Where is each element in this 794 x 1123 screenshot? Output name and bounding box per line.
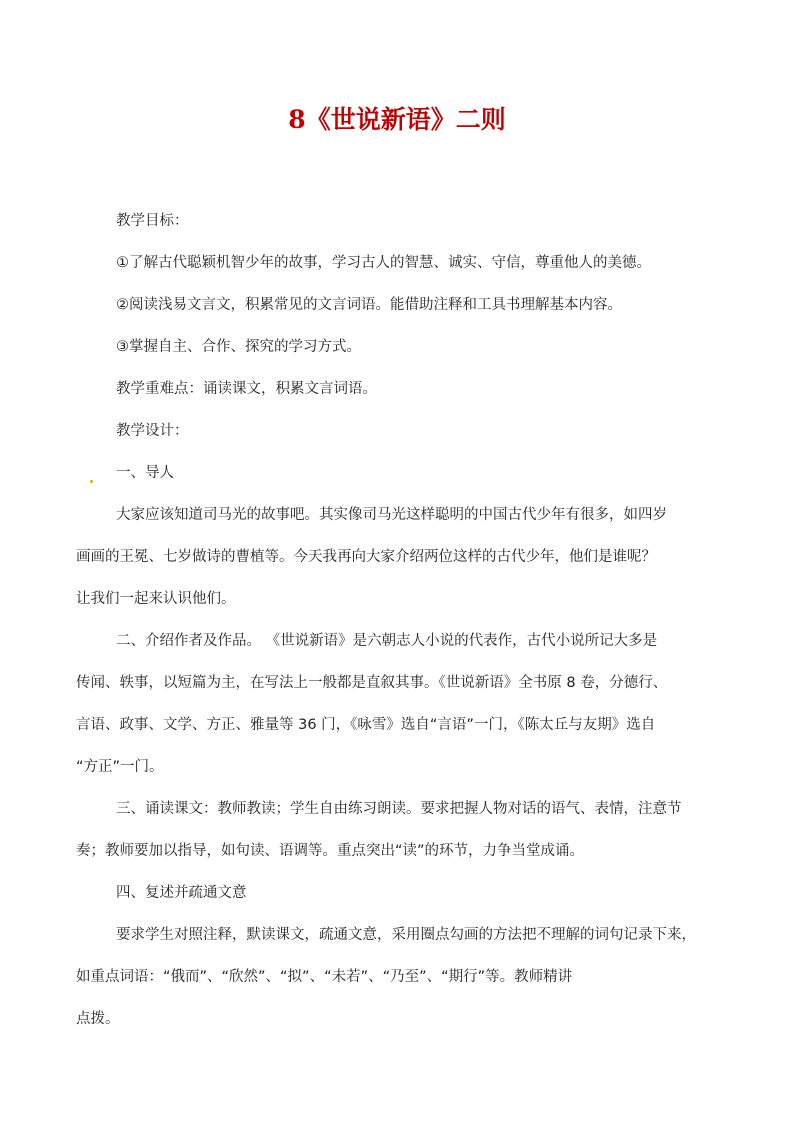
section-heading: 一、导人 [116, 465, 174, 481]
paragraph-line: 如重点词语：“俄而”、“欣然”、“拟”、“未若”、“乃至”、“期行”等。教师精讲 [76, 969, 573, 985]
section-heading: 四、复述并疏通文意 [116, 885, 247, 901]
paragraph-line: “方正”一门。 [76, 759, 164, 775]
objective-item: ③掌握自主、合作、探究的学习方式。 [116, 339, 361, 355]
document-title: 8《世说新语》二则 [288, 105, 506, 134]
paragraph-line: 点拨。 [76, 1011, 120, 1027]
objective-item: ①了解古代聪颖机智少年的故事，学习古人的智慧、诚实、守信，尊重他人的美德。 [116, 255, 651, 271]
paragraph-line: 言语、政事、文学、方正、雅量等 36 门，《咏雪》选自“言语”一门，《陈太丘与友期》选自 [76, 717, 656, 733]
objective-item: ②阅读浅易文言文，积累常见的文言词语。能借助注释和工具书理解基本内容。 [116, 297, 622, 313]
section-heading: 教学目标： [116, 213, 189, 229]
paragraph-line: 传闻、轶事，以短篇为主，在写法上一般都是直叙其事。《世说新语》全书原 8 卷，分德行、 [76, 675, 668, 691]
paragraph-line: 要求学生对照注释，默读课文，疏通文意，采用圈点勾画的方法把不理解的词句记录下来， [116, 927, 696, 943]
paragraph-line: 二、介绍作者及作品。 《世说新语》是六朝志人小说的代表作，古代小说所记大多是 [116, 633, 658, 649]
paragraph-line: 让我们一起来认识他们。 [76, 591, 236, 607]
paragraph-line: 画画的王冕、七岁做诗的曹植等。今天我再向大家介绍两位这样的古代少年，他们是谁呢？ [76, 549, 656, 565]
paragraph-line: 大家应该知道司马光的故事吧。其实像司马光这样聪明的中国古代少年有很多，如四岁 [116, 507, 667, 523]
document-body [76, 200, 726, 1040]
paragraph-line: 奏；教师要加以指导，如句读、语调等。重点突出“读”的环节，力争当堂成诵。 [76, 843, 585, 859]
key-points: 教学重难点：诵读课文，积累文言词语。 [116, 381, 377, 397]
paragraph-line: 三、诵读课文：教师教读；学生自由练习朗读。要求把握人物对话的语气、表情，注意节 [116, 801, 682, 817]
section-heading: 教学设计： [116, 423, 189, 439]
